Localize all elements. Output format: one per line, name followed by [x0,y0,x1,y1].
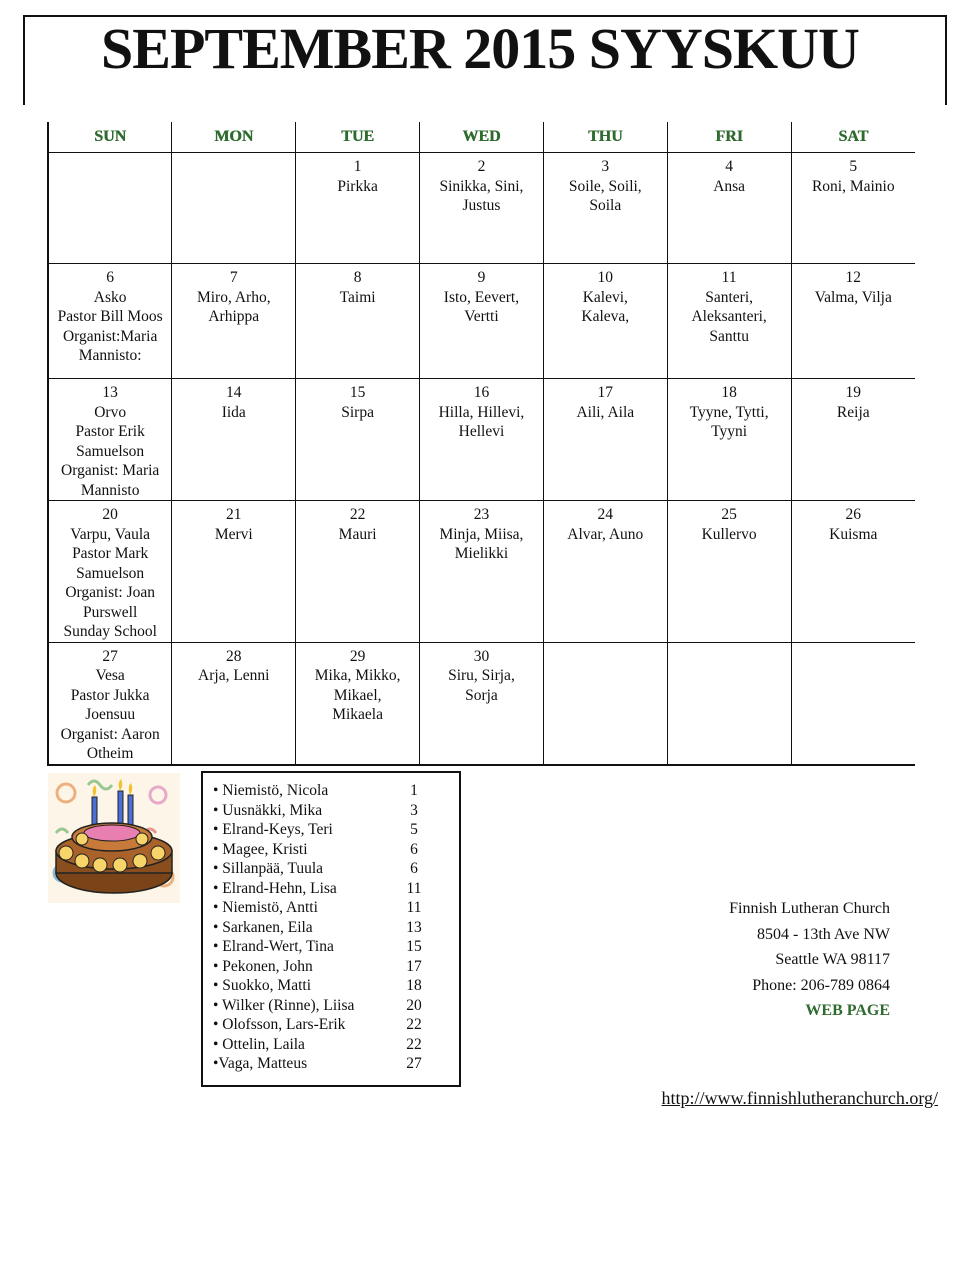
day-text: Roni, Mainio [811,177,895,195]
empty-day-cell [667,642,791,765]
birthday-cake-icon [48,773,180,903]
birthday-day: 11 [406,879,422,897]
day-number: 15 [349,384,366,401]
day-cell [420,153,544,264]
birthday-name: • Sarkanen, Eila [213,918,313,936]
day-text: Orvo [94,403,127,421]
birthday-item [213,1054,459,1074]
day-cell [420,379,544,501]
church-address-street: 8504 - 13th Ave NW [756,925,890,943]
birthday-item [213,801,459,821]
church-name: Finnish Lutheran Church [729,900,890,917]
birthday-name: • Sillanpää, Tuula [213,860,324,877]
birthday-day: 3 [410,801,418,819]
birthday-name: • Pekonen, John [213,957,313,975]
birthday-name: • Elrand-Keys, Teri [213,821,333,838]
day-text: Ansa [713,177,746,195]
day-cell [420,264,544,379]
empty-day-cell [172,153,296,264]
birthday-day: 27 [406,1055,422,1072]
day-cell [172,501,296,643]
calendar-week-row [48,153,915,264]
day-cell [667,264,791,379]
day-number: 26 [845,506,862,523]
birthday-item [213,1015,459,1035]
birthday-day: 13 [406,918,422,936]
day-number: 1 [353,158,362,175]
day-number: 25 [721,506,737,523]
day-text: Kaleva, [581,308,630,325]
day-text: Organist: Maria Mannisto [61,462,160,499]
day-text: Asko [93,288,127,306]
birthday-name: •Vaga, Matteus [213,1055,308,1072]
calendar-grid [47,122,915,766]
day-number: 3 [601,158,610,175]
day-text: Kullervo [701,525,757,543]
birthday-list-box [201,771,461,1087]
day-text: Mika, Mikko, [314,667,401,684]
day-cell [296,264,420,379]
day-text: Mervi [214,525,253,543]
day-number: 13 [102,384,118,401]
day-number: 5 [849,158,858,175]
birthday-item [213,957,459,977]
weekday-header-row [48,122,915,153]
day-text: Miro, Arho, [196,288,271,306]
day-number: 16 [473,384,490,401]
birthday-list [213,781,459,1074]
day-text: Minja, Miisa, [439,525,524,543]
day-text: Pastor Jukka Joensuu [70,686,150,723]
birthday-name: • Elrand-Hehn, Lisa [213,879,337,897]
day-text: Reija [836,403,870,421]
day-text: Aleksanteri, [691,308,767,325]
church-address-city: Seattle WA 98117 [775,951,890,968]
day-cell [543,264,667,379]
day-number: 4 [725,158,734,175]
weekday-header-mon: MON [172,122,296,153]
day-cell [48,642,172,765]
day-cell [543,501,667,643]
birthday-item [213,976,459,996]
day-number: 24 [597,506,614,523]
birthday-item [213,820,459,840]
day-text: Tyyne, Tytti, [689,403,769,421]
calendar-week-row [48,379,915,501]
birthday-item [213,1035,459,1055]
day-text: Pastor Erik Samuelson [75,423,145,460]
day-number: 11 [721,269,737,286]
day-text: Iida [221,403,246,421]
day-text: Justus [462,197,501,214]
day-cell [48,379,172,501]
day-number: 9 [477,269,486,286]
day-text: Kuisma [829,525,878,543]
birthday-day: 17 [406,957,422,975]
weekday-header-sat: SAT [791,122,915,153]
day-text: Valma, Vilja [814,288,892,306]
day-number: 7 [229,269,238,286]
web-page-link[interactable]: WEB PAGE [805,1002,890,1019]
birthday-name: • Elrand-Wert, Tina [213,938,334,955]
birthday-item [213,781,459,801]
day-text: Alvar, Auno [567,525,644,543]
day-cell [791,153,915,264]
day-text: Mikaela [332,706,383,723]
day-text: Pastor Bill Moos [57,308,163,325]
day-text: Mielikki [454,545,509,562]
day-text: Arja, Lenni [198,667,270,684]
birthday-item [213,937,459,957]
day-cell [667,379,791,501]
day-number: 27 [102,647,118,665]
day-number: 21 [226,506,242,523]
day-text: Organist: Joan Purswell [65,584,156,621]
weekday-header-wed: WED [420,122,544,153]
birthday-day: 22 [406,1016,422,1033]
birthday-item [213,996,459,1016]
birthday-item [213,898,459,918]
empty-day-cell [48,153,172,264]
day-cell [172,379,296,501]
birthday-item [213,879,459,899]
birthday-name: • Suokko, Matti [213,977,312,994]
birthday-name: • Niemistö, Nicola [213,782,329,799]
weekday-header-sun: SUN [48,122,172,153]
day-cell [296,379,420,501]
birthday-item [213,859,459,879]
day-number: 28 [226,647,242,665]
day-cell [48,501,172,643]
calendar-week-row [48,642,915,765]
day-number: 17 [597,384,614,401]
day-text: Santtu [709,327,749,345]
birthday-day: 6 [410,860,418,877]
day-text: Santeri, [705,288,754,306]
day-cell [48,264,172,379]
day-number: 6 [106,269,115,286]
day-text: Arhippa [208,308,260,325]
day-text: Organist: Aaron Otheim [60,725,160,762]
church-phone: Phone: 206-789 0864 [752,976,890,994]
day-number: 14 [226,384,242,401]
day-cell [172,642,296,765]
church-url-link[interactable]: http://www.finnishlutheranchurch.org/ [661,1088,938,1108]
day-number: 30 [473,647,490,665]
day-cell [791,501,915,643]
birthday-name: • Olofsson, Lars-Erik [213,1016,346,1033]
day-cell [791,264,915,379]
day-number: 29 [349,647,366,665]
day-number: 18 [721,384,737,401]
day-text: Varpu, Vaula [70,525,151,543]
day-number: 8 [353,269,362,286]
birthday-day: 5 [410,821,418,838]
weekday-header-fri: FRI [667,122,791,153]
calendar-week-row [48,501,915,643]
day-text: Soile, Soili, [568,177,642,195]
weekday-header-tue: TUE [296,122,420,153]
day-text: Kalevi, [582,288,628,306]
day-cell [667,153,791,264]
birthday-name: • Wilker (Rinne), Liisa [213,996,355,1014]
day-text: Pirkka [337,177,378,195]
birthday-item [213,918,459,938]
day-text: Sorja [465,686,498,704]
day-text: Soila [589,197,622,214]
day-text: Sirpa [341,403,374,421]
day-cell [420,642,544,765]
day-text: Vesa [95,667,125,684]
day-text: Isto, Eevert, [443,288,520,306]
day-text: Siru, Sirja, [448,667,515,684]
birthday-day: 15 [406,938,422,955]
day-text: Organist:Maria Mannisto: [62,327,158,364]
birthday-name: • Uusnäkki, Mika [213,801,323,819]
day-number: 20 [102,506,118,523]
birthday-day: 18 [406,977,422,994]
day-cell [667,501,791,643]
day-text: Hellevi [458,423,505,440]
day-number: 22 [349,506,366,523]
day-cell [296,501,420,643]
birthday-name: • Ottelin, Laila [213,1035,305,1053]
day-cell [420,501,544,643]
day-cell [543,379,667,501]
weekday-header-thu: THU [543,122,667,153]
empty-day-cell [543,642,667,765]
birthday-day: 20 [406,996,422,1014]
day-text: Mikael, [333,686,382,704]
day-cell [543,153,667,264]
day-number: 10 [597,269,614,286]
day-cell [296,153,420,264]
church-info [640,896,890,1024]
empty-day-cell [791,642,915,765]
birthday-name: • Magee, Kristi [213,840,308,858]
day-text: Pastor Mark Samuelson [72,545,149,582]
day-cell [791,379,915,501]
birthday-day: 1 [410,782,418,799]
day-text: Aili, Aila [576,403,635,421]
day-number: 19 [845,384,862,401]
birthday-name: • Niemistö, Antti [213,899,318,916]
day-cell [172,264,296,379]
page-title: SEPTEMBER 2015 SYYSKUU [101,16,859,81]
birthday-day: 11 [406,899,422,916]
day-number: 23 [473,506,490,523]
day-text: Mauri [338,525,377,543]
day-text: Taimi [339,288,376,306]
birthday-item [213,840,459,860]
day-number: 2 [477,158,486,175]
birthday-day: 22 [406,1035,422,1053]
day-text: Sinikka, Sini, [439,177,524,195]
day-text: Hilla, Hillevi, [438,403,525,421]
day-text: Sunday School [63,623,157,640]
day-cell [296,642,420,765]
day-text: Vertti [464,308,499,325]
day-text: Tyyni [711,423,748,440]
calendar-week-row [48,264,915,379]
birthday-day: 6 [410,840,418,858]
day-number: 12 [845,269,862,286]
